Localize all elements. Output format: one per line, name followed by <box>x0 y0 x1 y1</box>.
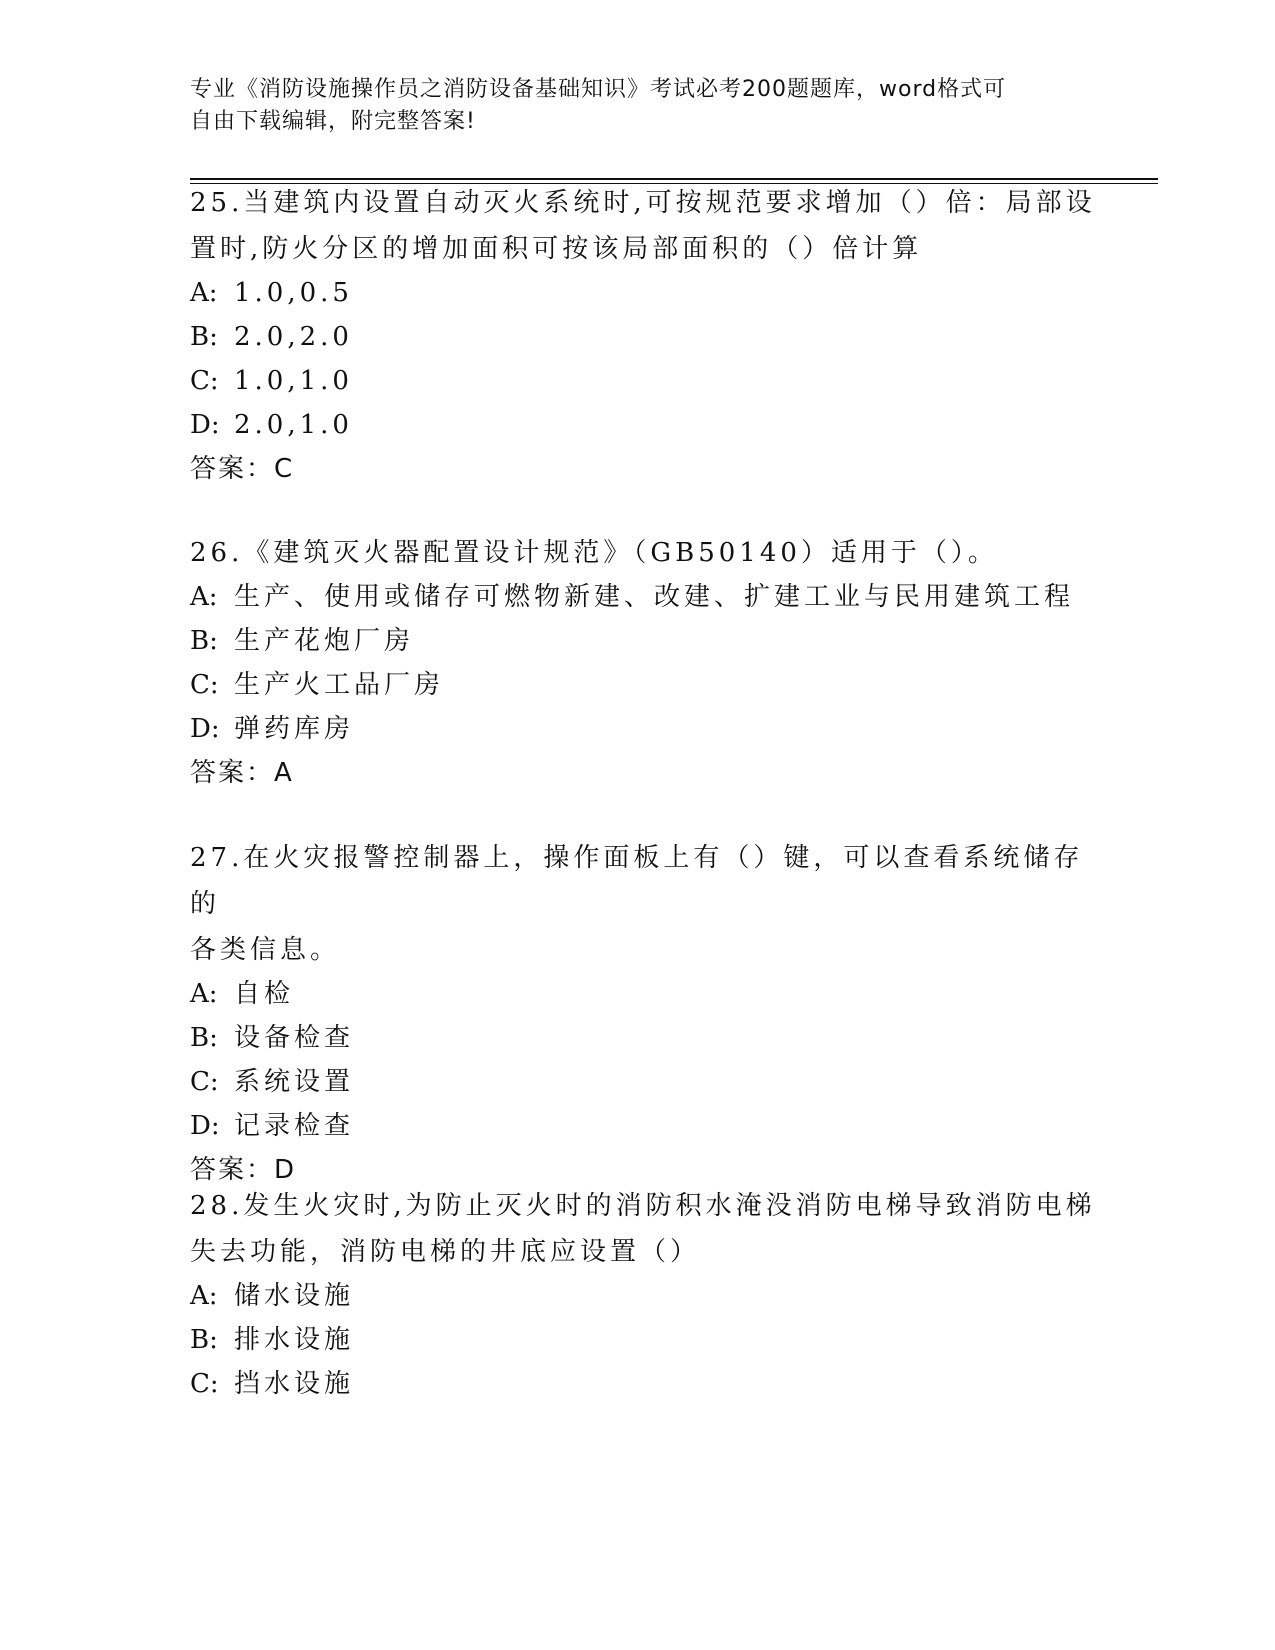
option-letter: A: <box>190 278 218 308</box>
answer-value: A <box>274 758 292 788</box>
option-d <box>190 1103 1110 1149</box>
option-text: 2.0,1.0 <box>234 410 353 440</box>
option-text: 储水设施 <box>234 1281 355 1311</box>
option-a <box>190 270 1110 316</box>
option-letter: A: <box>190 1281 218 1311</box>
question-stem-line-2: 各类信息。 <box>190 935 341 965</box>
option-text: 2.0,2.0 <box>234 322 353 352</box>
option-c <box>190 662 1110 708</box>
option-letter: C: <box>190 1369 219 1399</box>
option-letter: D: <box>190 410 220 440</box>
answer-label: 答案： <box>190 758 275 788</box>
option-text: 挡水设施 <box>234 1369 355 1399</box>
question-stem-line-1: 26.《建筑灭火器配置设计规范》（GB50140）适用于（）。 <box>190 538 998 568</box>
question-26 <box>190 530 1110 796</box>
option-letter: B: <box>190 1023 218 1053</box>
answer-label: 答案： <box>190 454 275 484</box>
option-d <box>190 402 1110 448</box>
option-text: 1.0,1.0 <box>234 366 353 396</box>
option-text: 1.0,0.5 <box>234 278 353 308</box>
option-text: 生产、使用或储存可燃物新建、改建、扩建工业与民用建筑工程 <box>234 582 1075 612</box>
option-a <box>190 1273 1110 1319</box>
option-letter: A: <box>190 582 218 612</box>
option-letter: B: <box>190 1325 218 1355</box>
option-letter: D: <box>190 1111 220 1141</box>
question-28 <box>190 1183 1110 1407</box>
option-text: 记录检查 <box>234 1111 355 1141</box>
option-letter: C: <box>190 670 219 700</box>
option-letter: A: <box>190 979 218 1009</box>
question-stem-line-1: 25.当建筑内设置自动灭火系统时,可按规范要求增加（）倍：局部设 <box>190 188 1096 218</box>
question-stem-line-2: 失去功能，消防电梯的井底应设置（） <box>190 1237 701 1267</box>
option-text: 排水设施 <box>234 1325 355 1355</box>
option-b <box>190 314 1110 360</box>
answer-value: C <box>274 454 293 484</box>
option-c <box>190 1059 1110 1105</box>
answer-line <box>190 446 1110 492</box>
option-b <box>190 1015 1110 1061</box>
option-letter: C: <box>190 1067 219 1097</box>
option-text: 设备检查 <box>234 1023 355 1053</box>
option-text: 自检 <box>234 979 295 1009</box>
question-stem-line-2: 置时,防火分区的增加面积可按该局部面积的（）倍计算 <box>190 234 923 264</box>
header-line-1: 专业《消防设施操作员之消防设备基础知识》考试必考200题题库，word格式可 <box>190 77 1007 102</box>
answer-value: D <box>274 1155 295 1185</box>
question-25 <box>190 180 1110 492</box>
option-c <box>190 358 1110 404</box>
document-header <box>190 74 1090 138</box>
option-d <box>190 706 1110 752</box>
option-letter: C: <box>190 366 219 396</box>
option-letter: D: <box>190 714 220 744</box>
question-stem-line-1: 28.发生火灾时,为防止灭火时的消防积水淹没消防电梯导致消防电梯 <box>190 1191 1096 1221</box>
question-27 <box>190 835 1110 1193</box>
header-line-2: 自由下载编辑，附完整答案! <box>190 109 476 134</box>
option-a <box>190 971 1110 1017</box>
option-b <box>190 1317 1110 1363</box>
option-letter: B: <box>190 626 218 656</box>
option-text: 系统设置 <box>234 1067 355 1097</box>
option-c <box>190 1361 1110 1407</box>
option-text: 生产花炮厂房 <box>234 626 415 656</box>
answer-label: 答案： <box>190 1155 275 1185</box>
question-stem-line-1: 27.在火灾报警控制器上，操作面板上有（）键，可以查看系统储存的 <box>190 843 1084 919</box>
option-text: 生产火工品厂房 <box>234 670 445 700</box>
option-letter: B: <box>190 322 218 352</box>
option-b <box>190 618 1110 664</box>
answer-line <box>190 750 1110 796</box>
option-text: 弹药库房 <box>234 714 355 744</box>
option-a <box>190 574 1110 620</box>
